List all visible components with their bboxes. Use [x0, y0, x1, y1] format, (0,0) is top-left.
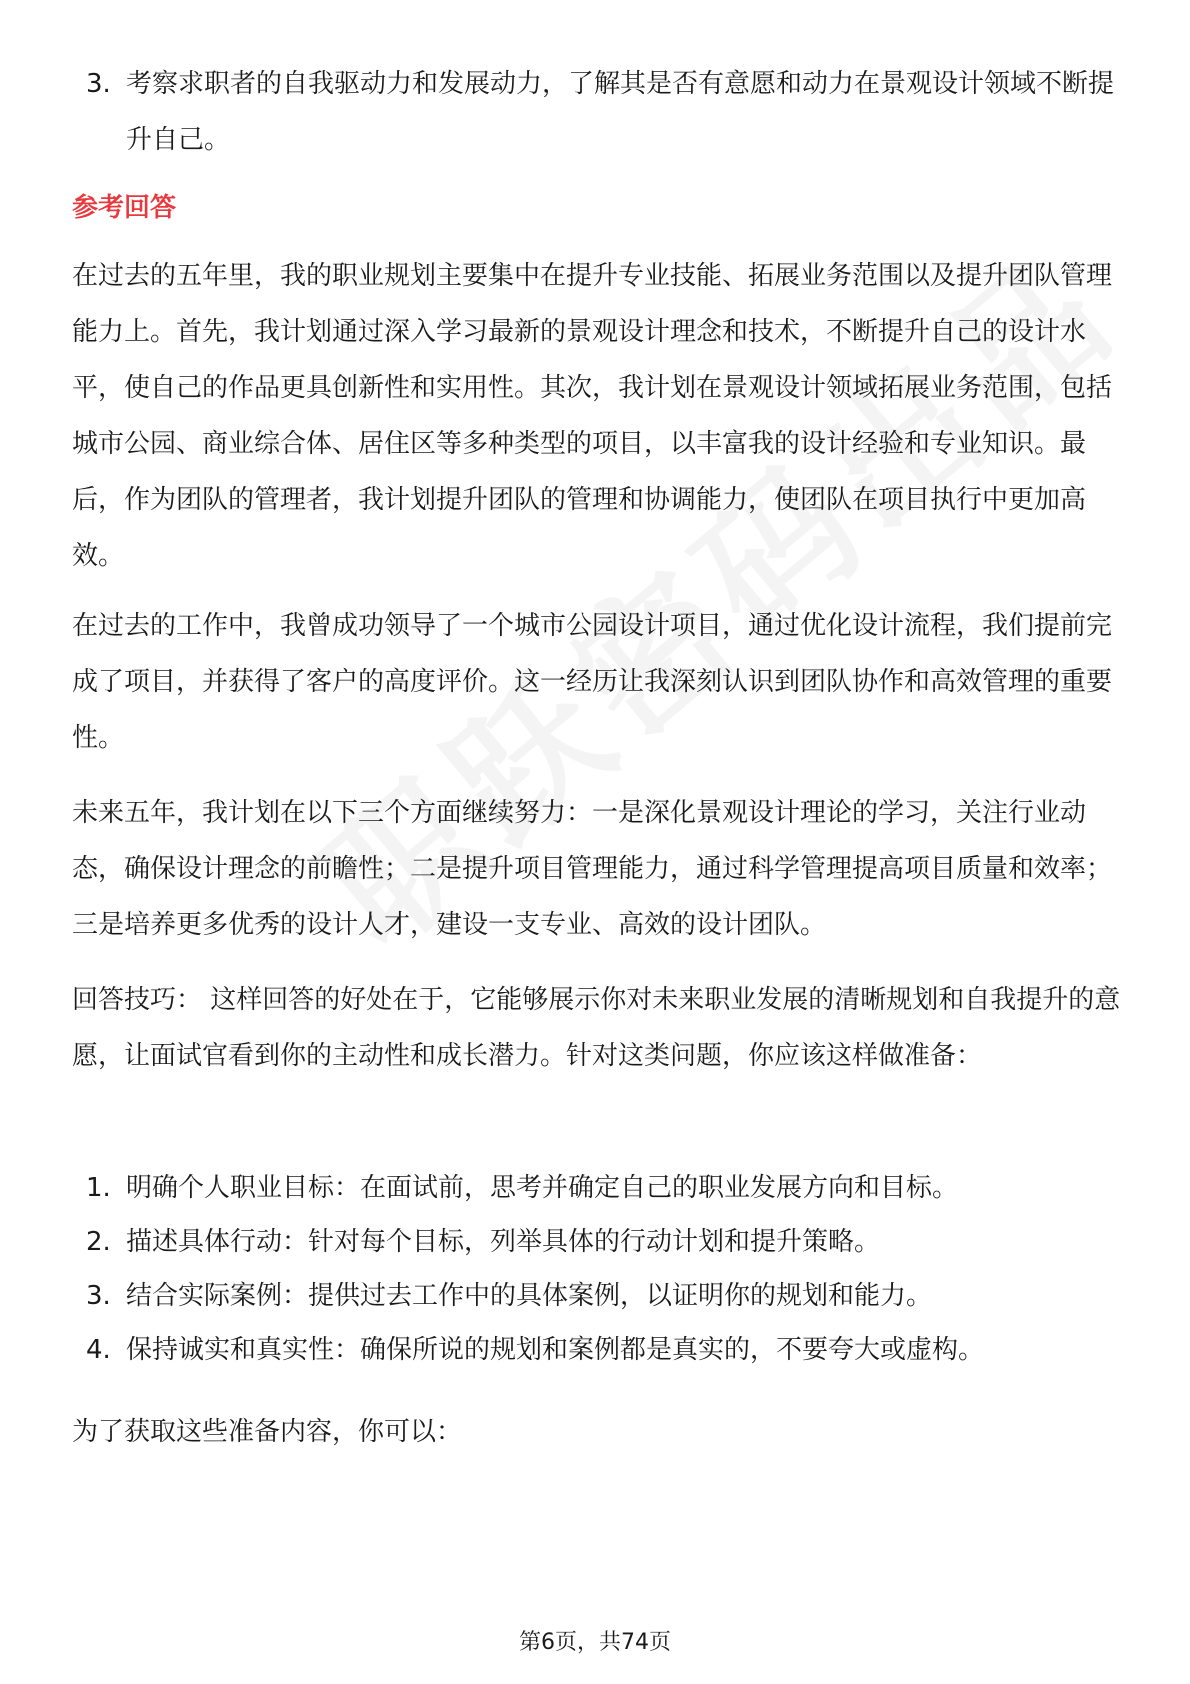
list-item	[72, 1268, 1122, 1324]
list-item	[72, 1322, 1122, 1378]
list-item	[72, 1214, 1122, 1270]
page-footer: 第6页，共74页	[519, 1630, 671, 1655]
paragraph-3: 未来五年，我计划在以下三个方面继续努力：一是深化景观设计理论的学习，关注行业动态，确保设计理念的前瞻性；二是提升项目管理能力，通过科学管理提高项目质量和效率；三是培养更多优秀的设计人才，建设一支专业、高效的设计团队。	[72, 798, 1113, 940]
paragraph-2: 在过去的工作中，我曾成功领导了一个城市公园设计项目，通过优化设计流程，我们提前完成了项目，并获得了客户的高度评价。这一经历让我深刻认识到团队协作和高效管理的重要性。	[72, 611, 1113, 753]
list-item-number: 3.	[86, 69, 111, 99]
list-item-text: 保持诚实和真实性：确保所说的规划和案例都是真实的，不要夸大或虚构。	[126, 1335, 985, 1365]
list-item-text: 考察求职者的自我驱动力和发展动力，了解其是否有意愿和动力在景观设计领域不断提升自己。	[126, 69, 1115, 155]
list-item-number: 3.	[86, 1281, 111, 1311]
list-item-text: 明确个人职业目标：在面试前，思考并确定自己的职业发展方向和目标。	[126, 1173, 959, 1203]
list-item-number: 2.	[86, 1227, 111, 1257]
closing-paragraph: 为了获取这些准备内容，你可以：	[72, 1417, 463, 1447]
list-item-number: 1.	[86, 1173, 111, 1203]
reference-answer-heading: 参考回答	[72, 193, 177, 223]
list-item-number: 4.	[86, 1335, 111, 1365]
list-item-text: 结合实际案例：提供过去工作中的具体案例，以证明你的规划和能力。	[126, 1281, 933, 1311]
paragraph-1: 在过去的五年里，我的职业规划主要集中在提升专业技能、拓展业务范围以及提升团队管理能力上。首先，我计划通过深入学习最新的景观设计理念和技术，不断提升自己的设计水平，使自己的作品更具创新性和实用性。其次，我计划在景观设计领域拓展业务范围，包括城市公园、商业综合体、居住区等多种类型的项目，以丰富我的设计经验和专业知识。最后，作为团队的管理者，我计划提升团队的管理和协调能力，使团队在项目执行中更加高效。	[72, 261, 1113, 571]
list-item	[72, 1160, 1122, 1216]
list-item	[72, 56, 1122, 168]
answer-tips-paragraph: 回答技巧： 这样回答的好处在于，它能够展示你对未来职业发展的清晰规划和自我提升的意愿，让面试官看到你的主动性和成长潜力。针对这类问题，你应该这样做准备：	[72, 985, 1121, 1071]
list-item-text: 描述具体行动：针对每个目标，列举具体的行动计划和提升策略。	[126, 1227, 881, 1257]
